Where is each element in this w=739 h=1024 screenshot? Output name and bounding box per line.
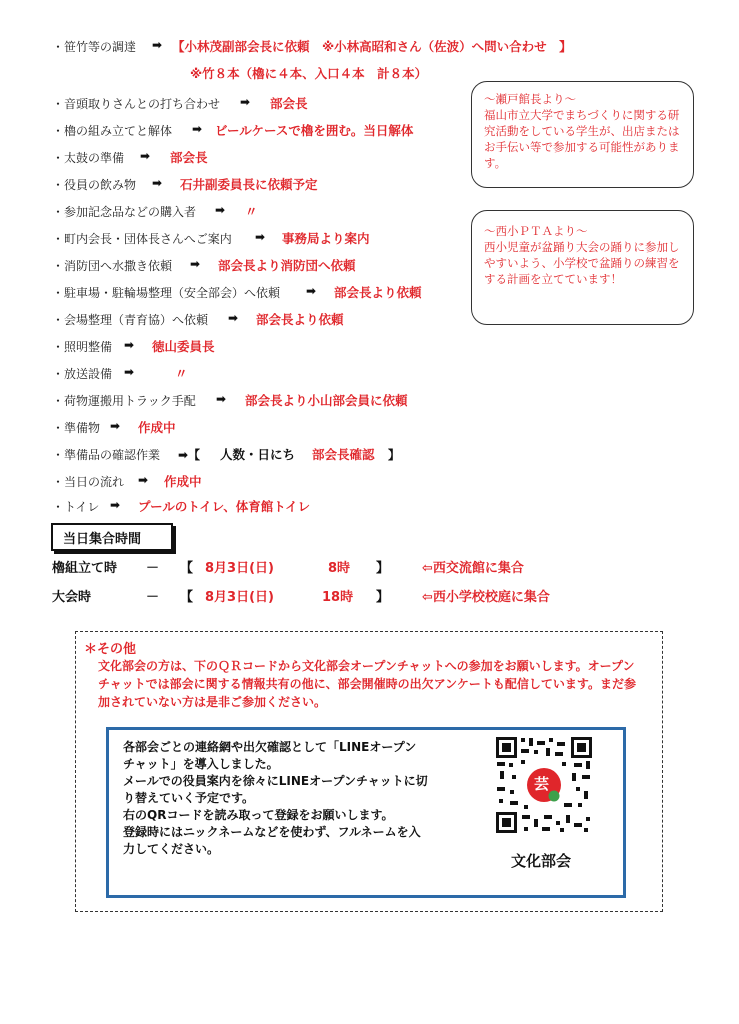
task-value: 作成中	[138, 420, 176, 435]
bracket-close: 】	[376, 561, 390, 576]
task-label: ・町内会長・団体長さんへご案内	[52, 232, 232, 246]
task-value: 徳山委員長	[152, 339, 215, 354]
right-arrow-icon: ➡【	[178, 448, 201, 462]
group-name: 文化部会	[511, 852, 572, 870]
task-label: ・消防団へ水撒き依頼	[52, 259, 173, 273]
task-value: 部会長より依頼	[256, 312, 344, 327]
task-label: ・準備物	[52, 421, 101, 435]
task-label: ・参加記念品などの購入者	[52, 205, 197, 219]
other-heading: ＊その他	[84, 642, 137, 657]
right-arrow-icon: ➡	[306, 284, 317, 298]
task-value: 〃	[245, 204, 258, 219]
line-text-5: 右のQRコードを読み取って登録をお願いします。	[123, 808, 394, 822]
task-label: ・音頭取りさんとの打ち合わせ	[52, 97, 221, 111]
note-pta	[471, 210, 694, 325]
task-label: ・照明整備	[52, 340, 113, 354]
schedule-heading: 当日集合時間	[63, 532, 142, 547]
task-label: ・トイレ	[52, 500, 100, 514]
task-value: 事務局より案内	[282, 231, 370, 246]
task-value: 部会長より依頼	[334, 285, 422, 300]
right-arrow-icon: ➡	[192, 122, 203, 136]
task-value	[220, 445, 295, 463]
task-label: ・会場整理（青育協）へ依頼	[52, 313, 209, 327]
schedule-label: 櫓組立て時	[52, 561, 118, 576]
right-arrow-icon: ➡	[215, 203, 226, 217]
schedule-time: 8時	[328, 561, 351, 576]
line-text-6: 登録時にはニックネームなどを使わず、フルネームを入	[123, 825, 421, 839]
right-arrow-icon: ➡	[110, 498, 121, 512]
line-text-1: 各部会ごとの連絡網や出欠確認として「LINEオープン	[123, 740, 417, 754]
line-text-4: り替えていく予定です。	[123, 791, 255, 805]
other-body: 文化部会の方は、下のＱＲコードから文化部会オープンチャットへの参加をお願いします。オープンチャットでは部会に関する情報共有の他に、部会開催時の出欠アンケートも配信しています。まだ参加されていない方は是非ご参加ください。	[98, 659, 636, 709]
right-arrow-icon: ➡	[140, 149, 151, 163]
task-value: 部会長より小山部会員に依頼	[245, 393, 408, 408]
right-arrow-icon: ➡	[124, 365, 135, 379]
task-label: ・笹竹等の調達	[52, 40, 137, 54]
right-arrow-icon: ➡	[152, 176, 163, 190]
bracket-open: 【	[180, 561, 194, 576]
task-value: 部会長より消防団へ依頼	[218, 258, 356, 273]
right-arrow-icon: ➡	[190, 257, 201, 271]
task-label: ・荷物運搬用トラック手配	[52, 394, 196, 408]
right-arrow-icon: ➡	[110, 419, 121, 433]
qr-badge-text: 芸	[534, 775, 550, 793]
schedule-label: 大会時	[52, 590, 92, 605]
note-pta-text: ～西小ＰＴＡより～ 西小児童が盆踊り大会の踊りに参加しやすいよう、小学校で盆踊りの練習をする計画を立てています！	[484, 224, 680, 286]
right-arrow-icon: ➡	[216, 392, 227, 406]
task-value-black: 人数・日にち	[220, 447, 296, 462]
schedule-date: 8月3日(日)	[205, 561, 274, 576]
schedule-dash: －	[146, 590, 160, 605]
task-value: 部会長	[270, 96, 308, 111]
bracket-close: 】	[376, 590, 390, 605]
task-value: 【小林茂副部会長に依頼 ※小林高昭和さん（佐波）へ問い合わせ 】	[172, 39, 572, 54]
schedule-time: 18時	[322, 590, 354, 605]
right-arrow-icon: ➡	[138, 473, 149, 487]
line-text-3: メールでの役員案内を徐々にLINEオープンチャットに切	[123, 774, 428, 788]
task-value: ビールケースで櫓を囲む。当日解体	[215, 123, 414, 138]
line-text-2: チャット」を導入しました。	[123, 757, 279, 771]
task-label: ・駐車場・駐輪場整理（安全部会）へ依頼	[52, 286, 281, 300]
schedule-heading-box	[51, 523, 173, 551]
schedule-date: 8月3日(日)	[205, 590, 274, 605]
task-label: ・放送設備	[52, 367, 113, 381]
right-arrow-icon: ➡	[152, 38, 163, 52]
schedule-place: ⇦西小学校校庭に集合	[422, 590, 550, 605]
right-arrow-icon: ➡	[228, 311, 239, 325]
task-value: プールのトイレ、体育館トイレ	[138, 499, 311, 514]
task-note: ※竹８本（櫓に４本、入口４本 計８本）	[190, 66, 428, 81]
line-text-7: 力してください。	[123, 842, 220, 856]
task-value-red: 部会長確認	[312, 447, 375, 462]
task-label: ・当日の流れ	[52, 475, 125, 489]
note-director-text: ～瀬戸館長より～ 福山市立大学でまちづくりに関する研究活動をしている学生が、出店またはお手伝い等で参加する可能性があります。	[484, 92, 680, 170]
bracket-close: 】	[388, 448, 401, 462]
right-arrow-icon: ➡	[124, 338, 135, 352]
task-label: ・役員の飲み物	[52, 178, 137, 192]
other-section	[75, 631, 663, 912]
right-arrow-icon: ➡	[240, 95, 251, 109]
task-label: ・準備品の確認作業	[52, 448, 161, 462]
task-value: 〃	[175, 366, 188, 381]
note-director	[471, 81, 694, 188]
bracket-open: 【	[180, 590, 194, 605]
line-chat-box	[106, 727, 626, 898]
task-value: 部会長	[170, 150, 208, 165]
task-label: ・太鼓の準備	[52, 151, 125, 165]
schedule-place: ⇦西交流館に集合	[422, 561, 524, 576]
task-value: 石井副委員長に依頼予定	[180, 177, 318, 192]
task-label: ・櫓の組み立てと解体	[52, 124, 173, 138]
schedule-dash: －	[146, 561, 160, 576]
task-value: 作成中	[164, 474, 202, 489]
right-arrow-icon: ➡	[255, 230, 266, 244]
